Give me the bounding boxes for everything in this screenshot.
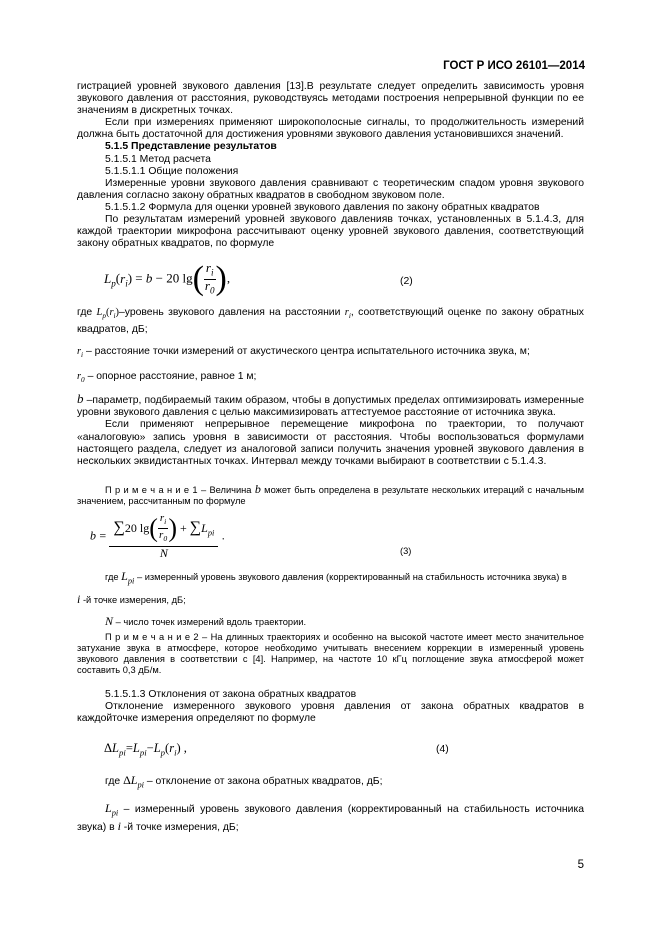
note-1: П р и м е ч а н и е 1 – Величина b может быть определена в результате нескольких итераций с начальным значением, рассчитанным по формуле xyxy=(77,482,584,506)
note-1-definitions: где $L_{pi}$ – измеренный уровень звукового давления (корректированный на стабильность источника звука) в i -й точке измерения, дБ; N – число точек измерений вдоль траектории. xyxy=(77,569,567,629)
definition-r0: $r_0$ – опорное расстояние, равное 1 м; xyxy=(77,371,257,385)
definition-ri: $r_i$ – расстояние точки измерений от акустического центра испытательного источника звука, м; xyxy=(77,346,530,360)
running-header: ГОСТ Р ИСО 26101—2014 xyxy=(443,60,585,72)
paragraph: гистрацией уровней звукового давления [13].В результате следует определить зависимость уровня звукового давления от расстояния, руководствуясь методами построения непрерывной функции по ее значениям в дискретных точках. xyxy=(77,81,584,117)
note-label: П р и м е ч а н и е 2 xyxy=(105,632,199,642)
section-top xyxy=(77,81,584,250)
definitions-1 xyxy=(77,306,584,468)
subsection-heading: 5.1.5.1.2 Формула для оценки уровней звукового давления по закону обратных квадратов xyxy=(105,201,540,213)
paragraph: По результатам измерений уровней звукового давленияв точках, установленных в 5.1.4.3, для каждой траектории микрофона рассчитывают оценку уровней звукового давления, соответствующий закону обратных квадратов, по формуле xyxy=(77,214,584,250)
equation-number: (3) xyxy=(400,546,412,556)
definition-b: b –параметр, подбираемый таким образом, чтобы в допустимых пределах оптимизировать измеренные уровни звукового давления с целью максимизировать аттестуемое расстояние от источника звука. xyxy=(77,391,584,419)
section-heading: 5.1.5 Представление результатов xyxy=(105,141,277,153)
paragraph: Измеренные уровни звукового давления сравнивают с теоретическим спадом уровня звукового давления согласно закону обратных квадратов в свободном звуковом поле. xyxy=(77,177,584,201)
formula-3: b = ∑20 lg( $\frac{r_i}{r_0}$ ) + $\sum L_{pi}$ N . xyxy=(90,512,225,560)
paragraph: Отклонение измеренного звукового уровня давления от закона обратных квадратов в каждойточке измерения определяют по формуле xyxy=(77,701,584,725)
subsection-heading: 5.1.5.1 Метод расчета xyxy=(105,153,211,165)
definition-lp: где $L_p(r_i)$–уровень звукового давления на расстоянии $r_i$, соответствующий оценке по закону обратных квадратов, дБ; xyxy=(77,307,584,336)
subsection-heading: 5.1.5.1.3 Отклонения от закона обратных квадратов xyxy=(105,689,357,700)
subsection-heading: 5.1.5.1.1 Общие положения xyxy=(105,165,239,177)
paragraph: Если применяют непрерывное перемещение микрофона по траектории, то получают «аналоговую» запись уровня в зависимости от расстояния. Чтобы воспользоваться формулами настоящего раздела, следует из аналоговой записи получить значения уровней звукового давления в нескольких эквидистантных точках. Интервал между точками выбирают в соответствии с 5.1.4.3. xyxy=(77,419,584,467)
page-number: 5 xyxy=(577,859,584,871)
paragraph: Если при измерениях применяют широкополосные сигналы, то продолжительность измерений должна быть достаточной для достижения уровнями звукового давления установившихся значений. xyxy=(77,117,584,141)
equation-number: (2) xyxy=(400,276,413,287)
note-2: П р и м е ч а н и е 2 – На длинных траекториях и особенно на высокой частоте имеет место значительное затухание звука в атмосфере, которое необходимо учитывать внесением коррекции в измеренный уровень звукового давления в соответствии с [4]. Например, на частоте 10 кГц поглощение звука атмосферой может составить 0,3 дБ/м. xyxy=(77,632,584,675)
note-label: П р и м е ч а н и е 1 xyxy=(105,485,198,495)
formula-2: $L_p(r_i) = b - 20$ lg( $\frac{r_i}{r_0}$ ), xyxy=(104,260,231,298)
equation-number: (4) xyxy=(436,744,449,755)
definitions-4: где $\Delta L_{pi}$ – отклонение от закона обратных квадратов, дБ; $L_{pi}$ – измеренный уровень звукового давления (корректированный на стабильность источника звука) в i -й точке измерения, дБ; xyxy=(77,773,584,833)
section-513 xyxy=(77,689,584,725)
formula-4: $\Delta L_{pi}=L_{pi}-L_p(r_i)$ , xyxy=(104,741,187,758)
